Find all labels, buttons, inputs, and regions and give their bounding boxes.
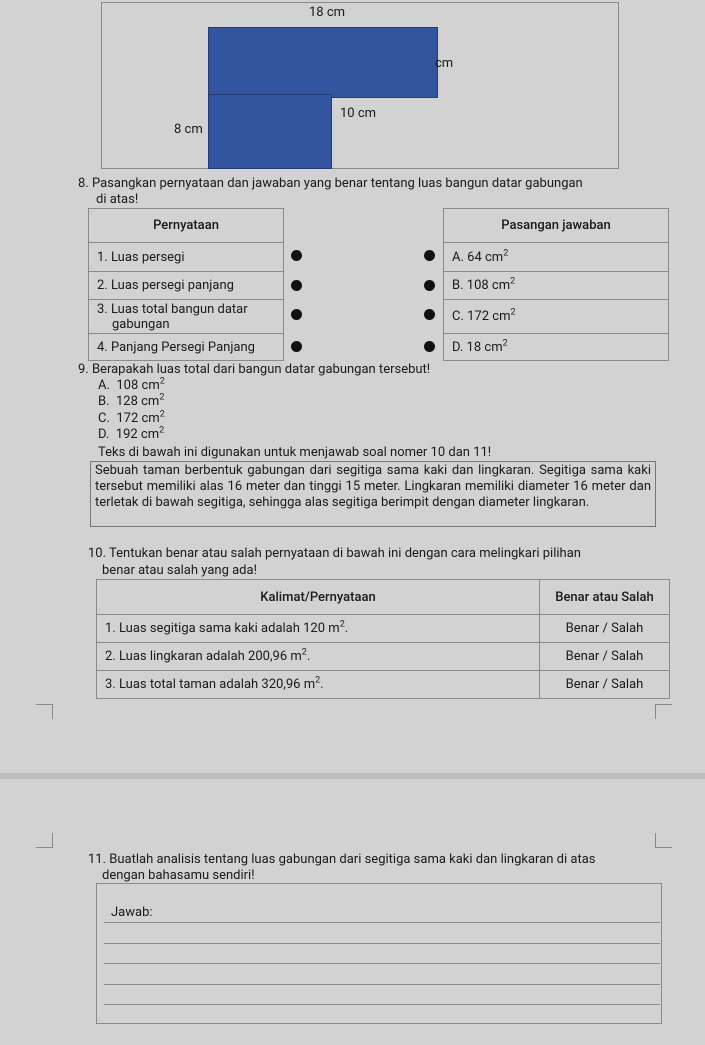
figure-mid-label: 10 cm (340, 106, 377, 121)
q9-option-c[interactable]: C. 172 $cm^2$ (98, 409, 165, 426)
q8-line1 (78, 176, 583, 192)
q9-option-b[interactable]: B. 128 $cm^2$ (98, 392, 165, 409)
statements-header: Pernyataan (89, 209, 284, 243)
square-shape (208, 94, 332, 169)
q10-table (96, 579, 670, 699)
answer-c-dot[interactable] (424, 309, 435, 320)
statement-2-dot[interactable] (291, 280, 302, 291)
q10-row-2: 2. Luas lingkaran adalah 200,96 $m^2$. (97, 643, 540, 671)
statement-3-line2: gabungan (112, 316, 170, 332)
figure-right-label: cm (435, 56, 454, 71)
statement-4-dot[interactable] (291, 341, 302, 352)
q9-option-d[interactable]: D. 192 $cm^2$ (98, 425, 165, 442)
corner-mark-bottom-left (36, 833, 53, 848)
answer-c: C. 172 $cm^2$ (444, 300, 669, 334)
answer-label: Jawab: (111, 905, 153, 920)
figure-top-label: 18 cm (309, 5, 346, 20)
q10-header-statement: Kalimat/Pernyataan (97, 580, 540, 615)
answer-line (104, 943, 660, 944)
q10-line1: 10. Tentukan benar atau salah pernyataan di bawah ini dengan cara melingkari pilihan (88, 546, 581, 561)
statements-table (88, 208, 284, 361)
q8-text: Pasangkan pernyataan dan jawaban yang benar tentang luas bangun datar gabungan (91, 176, 583, 191)
q10-row-3: 3. Luas total taman adalah 320,96 $m^2$. (97, 671, 540, 699)
page-separator (0, 773, 705, 779)
answers-header: Pasangan jawaban (444, 209, 669, 243)
q8-number: 8. (78, 176, 89, 191)
q10-line2: benar atau salah yang ada! (102, 563, 257, 578)
answer-d: D. 18 $cm^2$ (444, 334, 669, 361)
answer-a-dot[interactable] (424, 250, 435, 261)
q11-line1: 11. Buatlah analisis tentang luas gabungan dari segitiga sama kaki dan lingkaran di atas (88, 852, 596, 867)
answer-b-dot[interactable] (424, 280, 435, 291)
answer-line (104, 963, 660, 964)
q10-choice-2[interactable]: Benar / Salah (540, 643, 670, 671)
statement-3-dot[interactable] (291, 309, 302, 320)
statement-1: 1. Luas persegi (89, 243, 284, 272)
intro-text: Teks di bawah ini digunakan untuk menjawab soal nomer 10 dan 11! (98, 445, 492, 460)
statement-4: 4. Panjang Persegi Panjang (89, 334, 284, 361)
answer-a: A. 64 $cm^2$ (444, 243, 669, 272)
corner-mark-top-right (655, 704, 672, 719)
answer-line (104, 984, 660, 985)
q9-text: 9. Berapakah luas total dari bangun datar gabungan tersebut! (78, 362, 431, 377)
corner-mark-top-left (36, 704, 53, 719)
answer-b: B. 108 $cm^2$ (444, 272, 669, 300)
answer-line (104, 1004, 660, 1005)
statement-3-line1: 3. Luas total bangun datar (97, 301, 248, 317)
q9-option-a[interactable]: A. 108 $cm^2$ (98, 376, 165, 393)
q10-choice-1[interactable]: Benar / Salah (540, 615, 670, 643)
q10-row-1: 1. Luas segitiga sama kaki adalah 120 $m^2$. (97, 615, 540, 643)
answer-box[interactable] (96, 883, 662, 1024)
answer-line (104, 922, 660, 923)
q10-choice-3[interactable]: Benar / Salah (540, 671, 670, 699)
passage-box: Sebuah taman berbentuk gabungan dari segitiga sama kaki dan lingkaran. Segitiga sama kaki tersebut memiliki alas 16 meter dan tinggi 15 meter. Lingkaran memiliki diameter 16 meter dan terletak di bawah segitiga, sehingga alas segitiga berimpit dengan diameter lingkaran. (90, 461, 656, 527)
q10-header-choice: Benar atau Salah (540, 580, 670, 615)
answers-table (443, 208, 669, 361)
q11-line2: dengan bahasamu sendiri! (102, 868, 255, 883)
statement-2: 2. Luas persegi panjang (89, 272, 284, 300)
corner-mark-bottom-right (655, 833, 672, 848)
answer-d-dot[interactable] (424, 341, 435, 352)
figure-left-label: 8 cm (174, 122, 203, 137)
statement-1-dot[interactable] (291, 250, 302, 261)
rectangle-shape (208, 27, 438, 98)
q8-line2: di atas! (96, 192, 139, 207)
statement-3 (89, 300, 284, 334)
